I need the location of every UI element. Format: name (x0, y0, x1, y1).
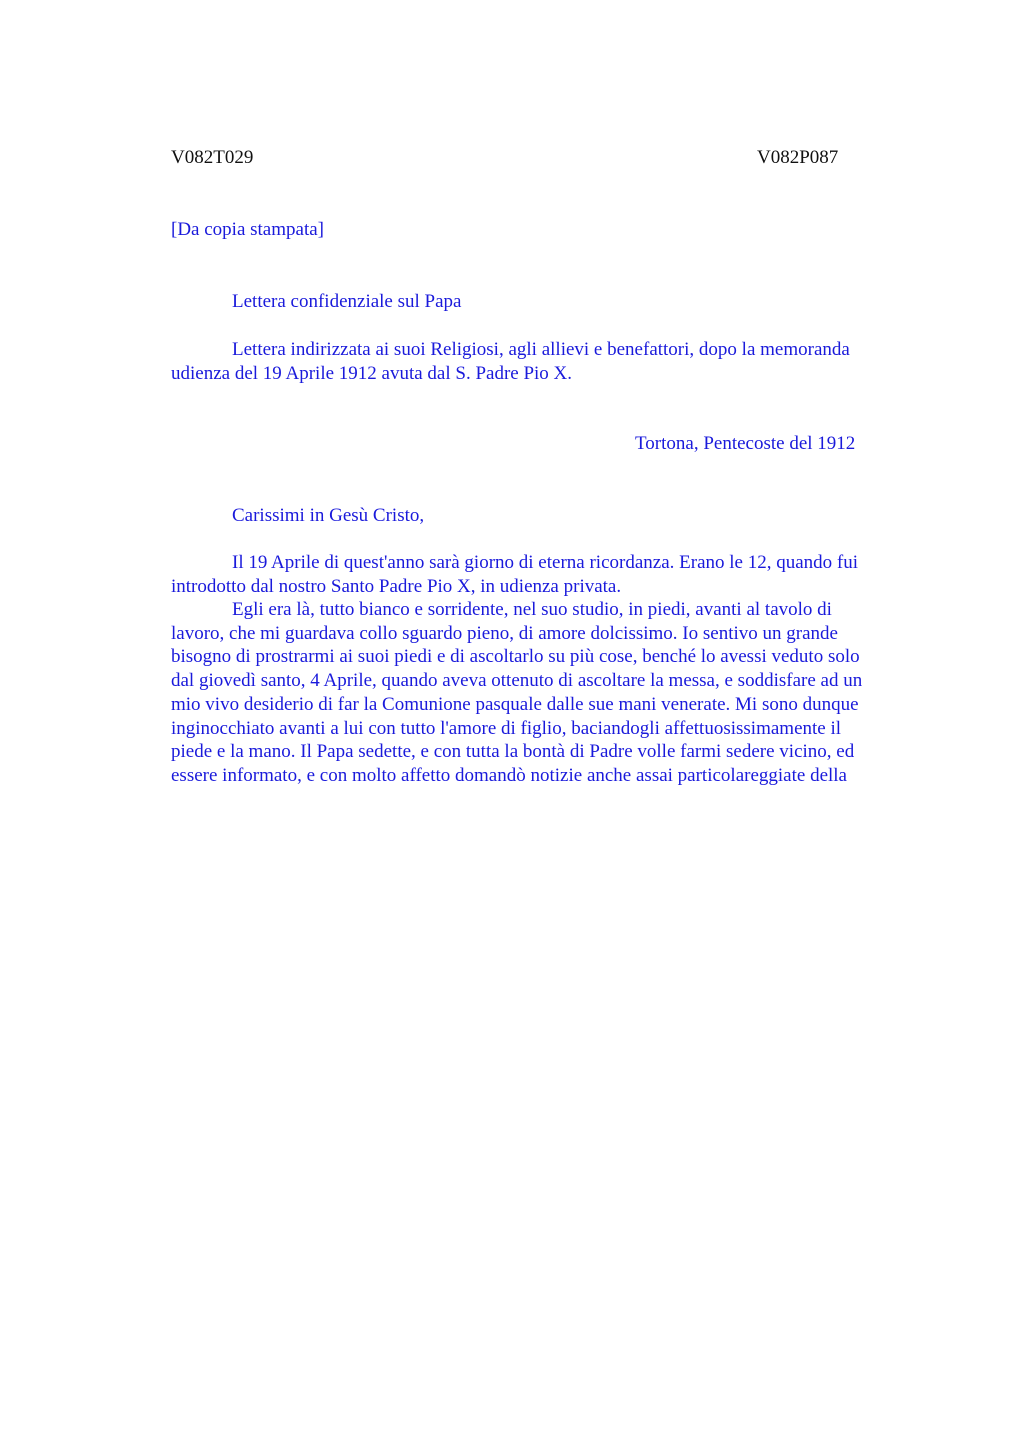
body-line: essere informato, e con molto affetto domandò notizie anche assai particolareggiate della (171, 764, 847, 786)
place-date: Tortona, Pentecoste del 1912 (635, 433, 856, 454)
body-line: bisogno di prostrarmi ai suoi piedi e di ascoltarlo su più cose, benché lo avessi veduto solo (171, 646, 860, 668)
body-line: Il 19 Aprile di quest'anno sarà giorno di eterna ricordanza. Erano le 12, quando fui (232, 552, 858, 573)
subtitle-line: Lettera indirizzata ai suoi Religiosi, agli allievi e benefattori, dopo la memoranda (232, 339, 850, 360)
document-code-right: V082P087 (757, 147, 839, 168)
salutation: Carissimi in Gesù Cristo, (232, 505, 425, 526)
body-line: dal giovedì santo, 4 Aprile, quando aveva ottenuto di ascoltare la messa, e soddisfare ad un (171, 670, 863, 692)
subtitle-line: udienza del 19 Aprile 1912 avuta dal S. Padre Pio X. (171, 362, 573, 384)
letter-title: Lettera confidenziale sul Papa (232, 291, 462, 312)
body-line: lavoro, che mi guardava collo sguardo pieno, di amore dolcissimo. Io sentivo un grande (171, 622, 838, 644)
body-line: mio vivo desiderio di far la Comunione pasquale dalle sue mani venerate. Mi sono dunque (171, 693, 859, 715)
body-line: introdotto dal nostro Santo Padre Pio X, in udienza privata. (171, 575, 622, 597)
body-line: piede e la mano. Il Papa sedette, e con tutta la bontà di Padre volle farmi sedere vicino, ed (171, 741, 855, 763)
source-note: [Da copia stampata] (171, 219, 324, 240)
body-line: Egli era là, tutto bianco e sorridente, nel suo studio, in piedi, avanti al tavolo di (232, 599, 832, 620)
document-code-left: V082T029 (171, 147, 254, 168)
body-line: inginocchiato avanti a lui con tutto l'amore di figlio, baciandogli affettuosissimamente il (171, 717, 842, 739)
body-paragraph-1 (171, 551, 931, 598)
letter-subtitle (171, 338, 931, 385)
body-paragraph-2 (171, 598, 931, 788)
